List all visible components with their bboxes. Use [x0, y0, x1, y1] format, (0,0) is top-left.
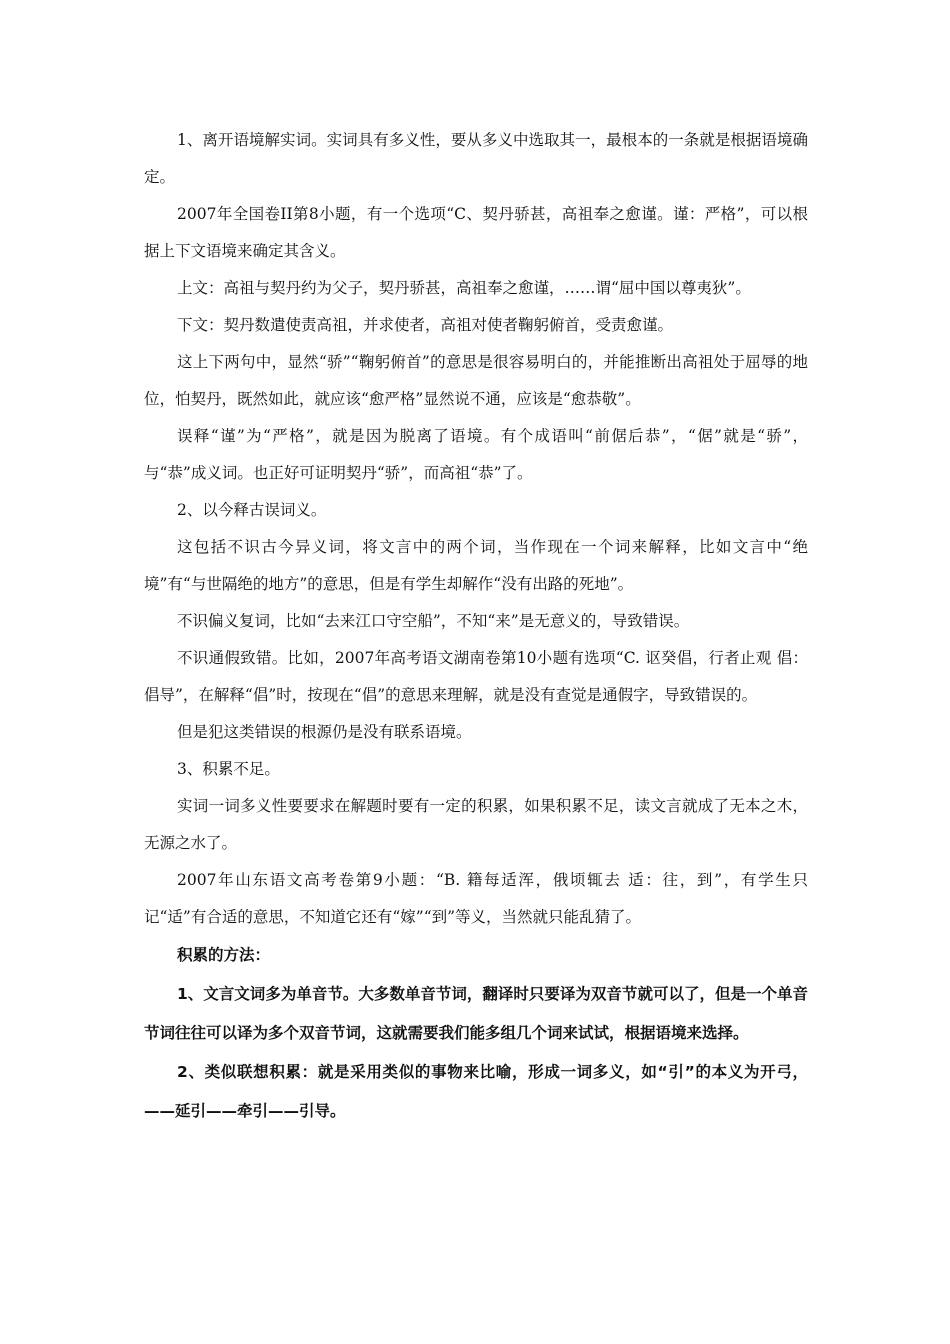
section-heading: 3、积累不足。: [177, 760, 280, 778]
paragraph: 这包括不识古今异义词，将文言中的两个词，当作现在一个词来解释，比如文言中“绝境”有“与世隔绝的地方”的意思，但是有学生却解作“没有出路的死地”。: [144, 538, 808, 593]
document-body: [144, 122, 808, 1131]
paragraph: 不识偏义复词，比如“去来江口守空船”，不知“来”是无意义的，导致错误。: [177, 612, 690, 630]
bold-paragraph: 2、类似联想积累：就是采用类似的事物来比喻，形成一词多义，如“引”的本义为开弓，——延引——牵引——引导。: [144, 1063, 808, 1120]
paragraph: 这上下两句中，显然“骄”“鞠躬俯首”的意思是很容易明白的，并能推断出高祖处于屈辱的地位，怕契丹，既然如此，就应该“愈严格”显然说不通，应该是“愈恭敬”。: [144, 353, 808, 408]
paragraph: 误释“谨”为“严格”，就是因为脱离了语境。有个成语叫“前倨后恭”，“倨”就是“骄”，与“恭”成义词。也正好可证明契丹“骄”，而高祖“恭”了。: [144, 427, 808, 482]
paragraph: 但是犯这类错误的根源仍是没有联系语境。: [177, 723, 472, 741]
paragraph: 2007年全国卷II第8小题，有一个选项“C、契丹骄甚，高祖奉之愈谨。谨：严格”，可以根据上下文语境来确定其含义。: [144, 205, 808, 260]
section-heading: 2、以今释古误词义。: [177, 501, 327, 519]
paragraph: 上文：高祖与契丹约为父子，契丹骄甚，高祖奉之愈谨，……谓“屈中国以尊夷狄”。: [177, 279, 751, 297]
methods-heading: 积累的方法：: [177, 946, 271, 964]
paragraph: 2007年山东语文高考卷第9小题：“B. 籍每适浑，俄顷辄去 适：往，到”，有学生只记“适”有合适的意思，不知道它还有“嫁”“到”等义，当然就只能乱猜了。: [144, 871, 808, 926]
paragraph: 实词一词多义性要要求在解题时要有一定的积累，如果积累不足，读文言就成了无本之木，无源之水了。: [144, 797, 808, 852]
paragraph: 1、离开语境解实词。实词具有多义性，要从多义中选取其一，最根本的一条就是根据语境确定。: [144, 131, 808, 186]
paragraph: 不识通假致错。比如，2007年高考语文湖南卷第10小题有选项“C. 讴癸倡，行者止观 倡：倡导”，在解释“倡”时，按现在“倡”的意思来理解，就是没有查觉是通假字，导致错误的。: [144, 649, 808, 704]
paragraph: 下文：契丹数遣使责高祖，并求使者，高祖对使者鞠躬俯首，受责愈谨。: [177, 316, 674, 334]
bold-paragraph: 1、文言文词多为单音节。大多数单音节词，翻译时只要译为双音节就可以了，但是一个单音节词往往可以译为多个双音节词，这就需要我们能多组几个词来试试，根据语境来选择。: [144, 985, 808, 1042]
